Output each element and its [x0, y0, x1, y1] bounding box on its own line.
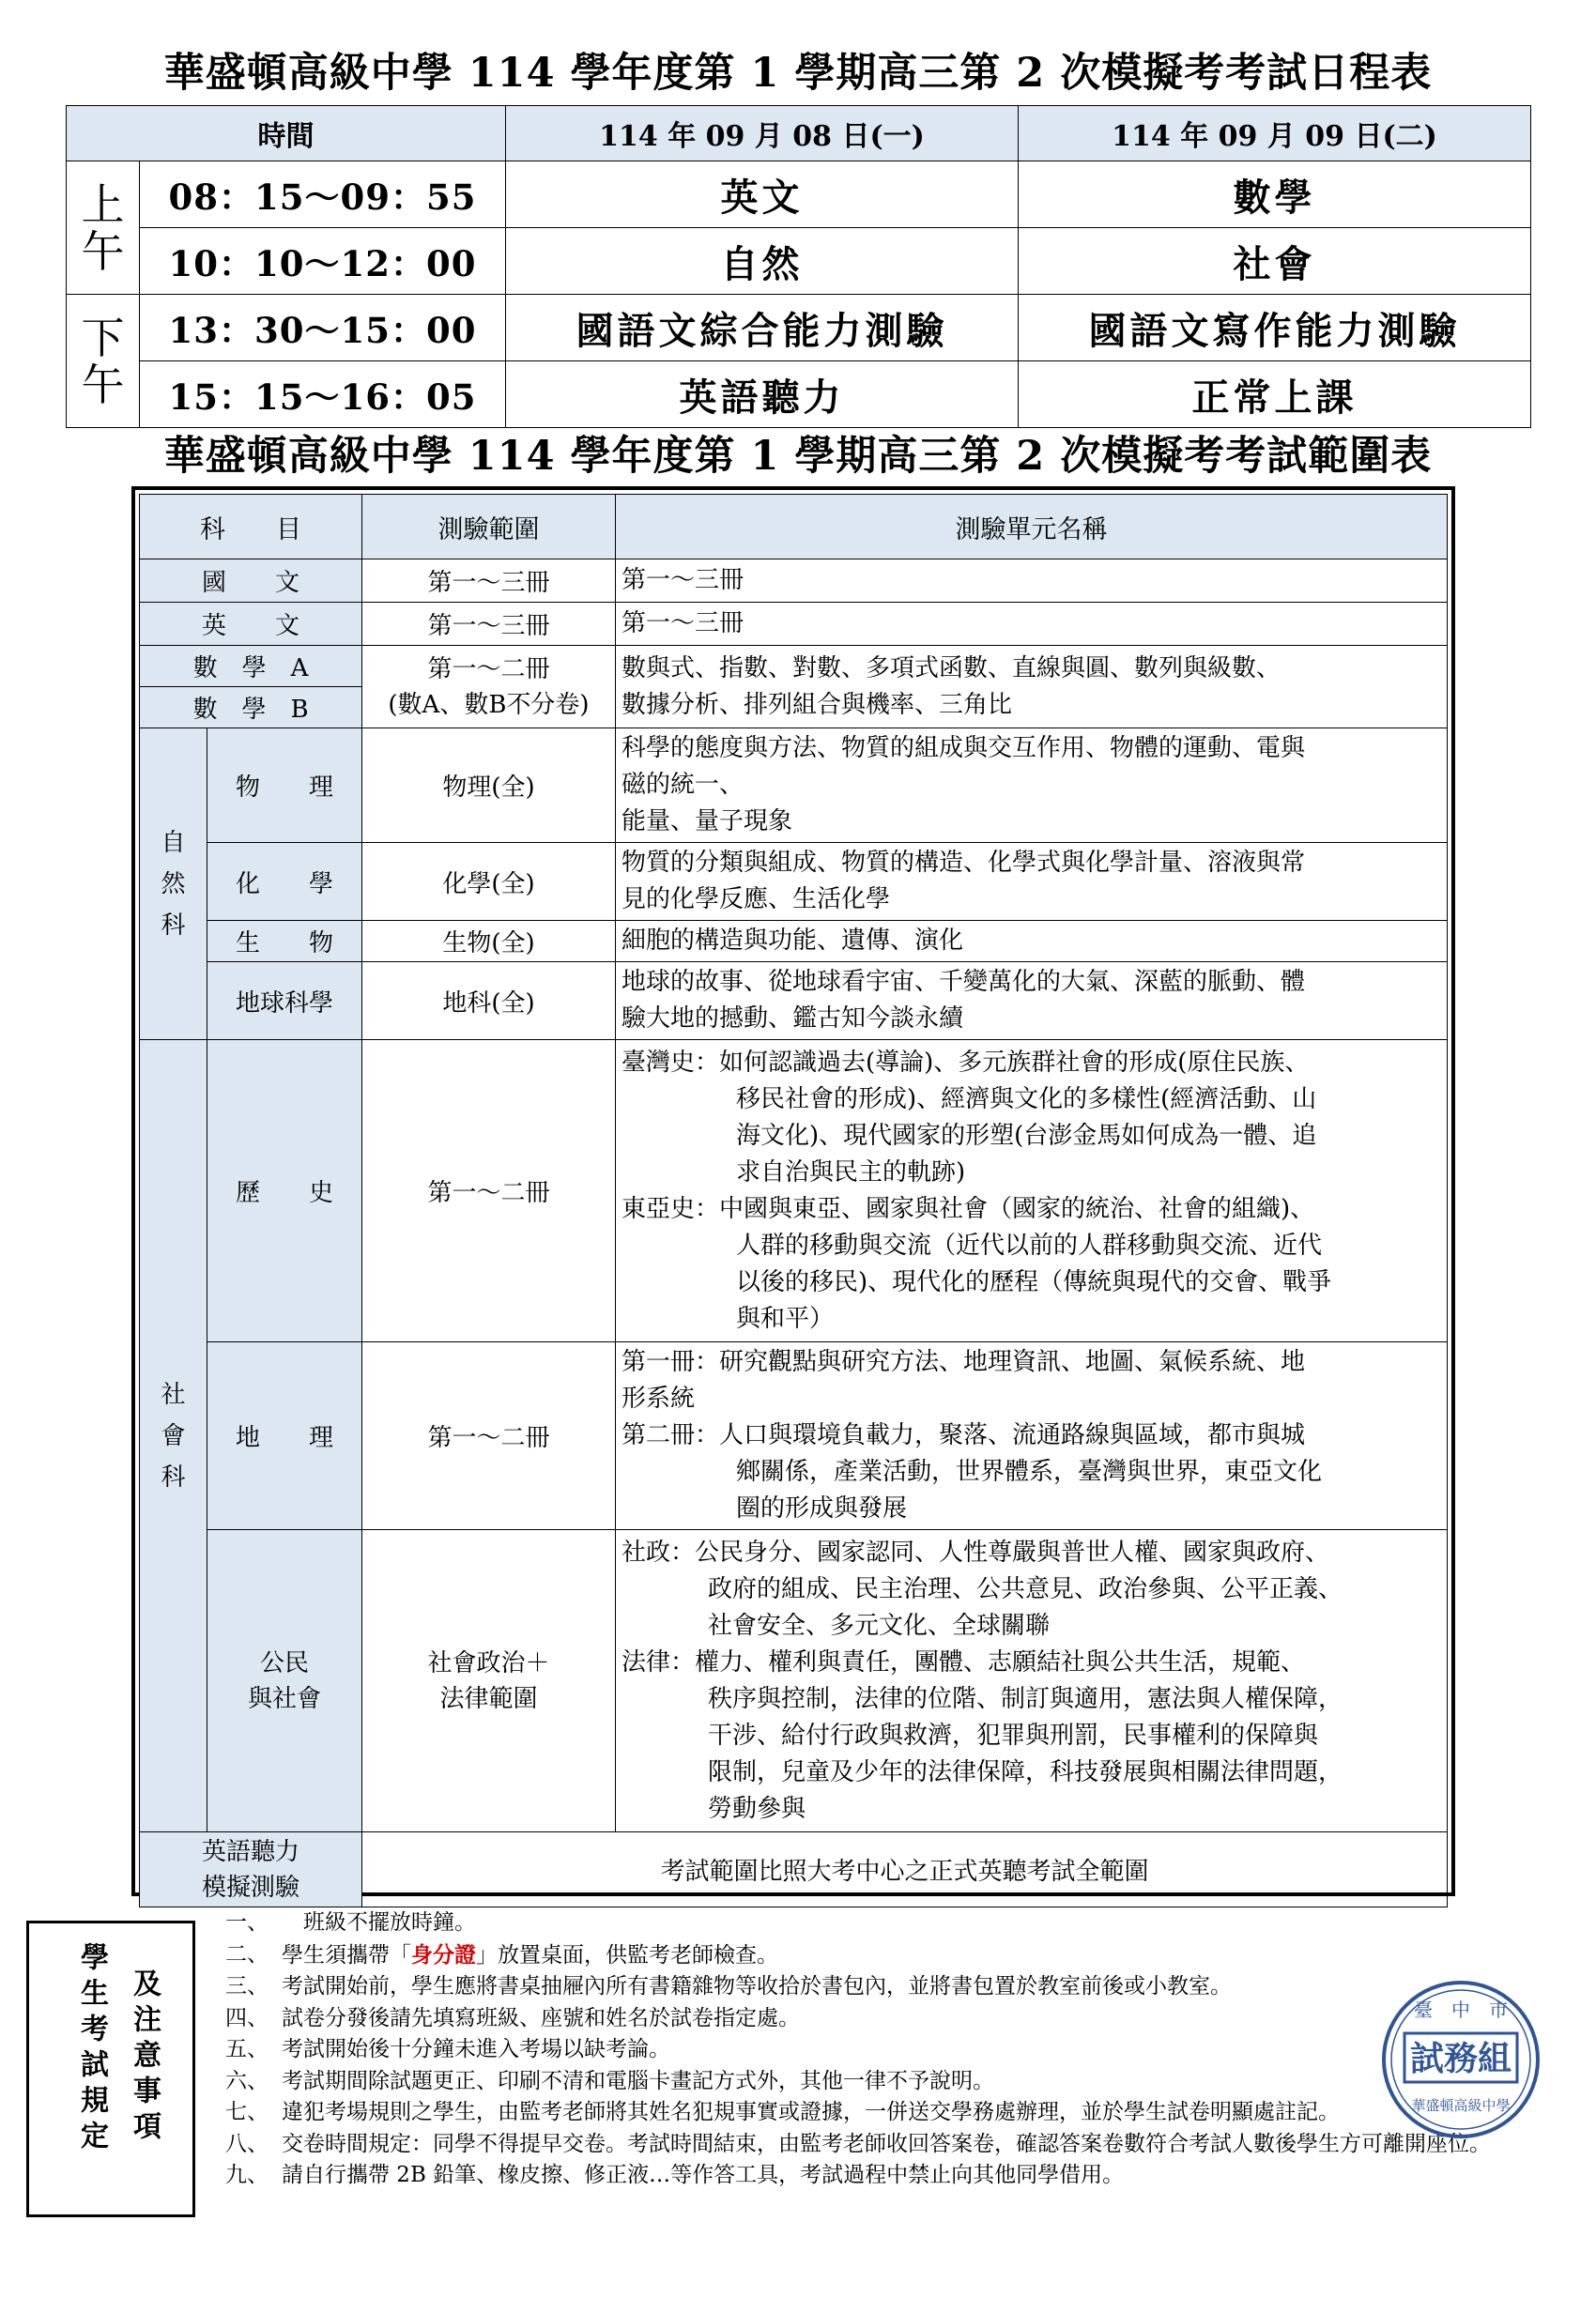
subject-cell: 物 理 — [207, 728, 362, 843]
note-item: 一、 班級不擺放時鐘。 — [225, 1910, 476, 1935]
afternoon-label: 下 午 — [67, 295, 140, 428]
schedule-row — [67, 361, 1531, 428]
units-cell: 數與式、指數、對數、多項式函數、直線與圓、數列與級數、 數據分析、排列組合與機率、三角比 — [616, 646, 1448, 728]
notes-heading-2: 及注意事項 — [128, 1968, 161, 2147]
note-item: 五、 考試開始後十分鐘未進入考場以缺考論。 — [225, 2037, 670, 2061]
stamp-top-text: 臺 中 市 — [1414, 1999, 1508, 2021]
subject-cell: 地 理 — [207, 1342, 362, 1530]
day1-subject: 自然 — [506, 228, 1019, 295]
subject-cell: 數 學 A — [140, 646, 362, 687]
time-slot: 10：10～12：00 — [140, 228, 506, 295]
scope-row-civics — [140, 1530, 1448, 1832]
subject-cell: 歷 史 — [207, 1040, 362, 1342]
range-cell: 第一～二冊 (數A、數B不分卷) — [362, 646, 616, 728]
exam-scope-table — [139, 494, 1448, 1907]
units-cell: 臺灣史：如何認識過去(導論)、多元族群社會的形成(原住民族、 移民社會的形成)、經濟與文化的多樣性(經濟活動、山 海文化)、現代國家的形塑(台澎金馬如何成為一體、追 求自治與民主的軌跡) 東亞史：中國與東亞、國家與社會（國家的統治、社會的組織)、 人群的移動與交流（近代以前的人群移動與交流、近代 以後的移民)、現代化的歷程（傳統與現代的交會、戰爭 與和平） — [616, 1040, 1448, 1342]
units-cell: 地球的故事、從地球看宇宙、千變萬化的大氣、深藍的脈動、體 驗大地的撼動、鑑古知今談永續 — [616, 962, 1448, 1040]
range-cell: 第一～三冊 — [362, 603, 616, 646]
day2-header: 114 年 09 月 09 日(二) — [1019, 106, 1531, 161]
time-slot: 08：15～09：55 — [140, 161, 506, 228]
subject-cell: 國 文 — [140, 559, 362, 603]
range-cell: 生物(全) — [362, 921, 616, 962]
subject-cell: 生 物 — [207, 921, 362, 962]
notes-heading-1: 學生考試規定 — [75, 1942, 108, 2156]
range-cell: 第一～三冊 — [362, 559, 616, 603]
scope-row-earth-science — [140, 962, 1448, 1040]
range-cell: 地科(全) — [362, 962, 616, 1040]
day1-subject: 英語聽力 — [506, 361, 1019, 428]
scope-row-physics — [140, 728, 1448, 843]
units-cell: 社政：公民身分、國家認同、人性尊嚴與普世人權、國家與政府、 政府的組成、民主治理、公共意見、政治參與、公平正義、 社會安全、多元文化、全球關聯 法律：權力、權利與責任，團體、志願結社與公共生活，規範、 秩序與控制，法律的位階、制訂與適用，憲法與人權保障， 干涉、給付行政與救濟，犯罪與刑罰，民事權利的保障與 限制，兒童及少年的法律保障，科技發展與相關法律問題， 勞動參與 — [616, 1530, 1448, 1832]
scope-row-biology — [140, 921, 1448, 962]
day2-subject: 正常上課 — [1019, 361, 1531, 428]
scope-row-english — [140, 603, 1448, 646]
range-cell: 第一～二冊 — [362, 1040, 616, 1342]
stamp-center-text: 試務組 — [1409, 2039, 1512, 2078]
schedule-header-row — [67, 106, 1531, 161]
note-item: 八、 交卷時間規定：同學不得提早交卷。考試時間結束，由監考老師收回答案卷，確認答案卷數符合考試人數後學生方可離開座位。 — [225, 2131, 1491, 2156]
scope-row-geography — [140, 1342, 1448, 1530]
range-header: 測驗範圍 — [362, 495, 616, 559]
scope-title: 華盛頓高級中學 114 學年度第 1 學期高三第 2 次模擬考考試範圍表 — [163, 433, 1433, 480]
units-cell: 物質的分類與組成、物質的構造、化學式與化學計量、溶液與常 見的化學反應、生活化學 — [616, 843, 1448, 921]
day2-subject: 社會 — [1019, 228, 1531, 295]
scope-row-math-a — [140, 646, 1448, 687]
note-item: 三、 考試開始前，學生應將書桌抽屜內所有書籍雜物等收拾於書包內，並將書包置於教室前後或小教室。 — [225, 1974, 1232, 1999]
schedule-row — [67, 228, 1531, 295]
day2-subject: 國語文寫作能力測驗 — [1019, 295, 1531, 361]
scope-row-chinese — [140, 559, 1448, 603]
note-item: 二、 學生須攜帶「身分證」放置桌面，供監考老師檢查。 — [225, 1941, 778, 1968]
time-slot: 13：30～15：00 — [140, 295, 506, 361]
notes-list — [225, 1907, 1577, 2192]
scope-header-row — [140, 495, 1448, 559]
day1-subject: 英文 — [506, 161, 1019, 228]
morning-label: 上 午 — [67, 161, 140, 295]
subject-cell: 化 學 — [207, 843, 362, 921]
time-slot: 15：15～16：05 — [140, 361, 506, 428]
range-cell: 社會政治＋ 法律範圍 — [362, 1530, 616, 1832]
units-cell: 第一～三冊 — [616, 559, 1448, 603]
day1-header: 114 年 09 月 08 日(一) — [506, 106, 1019, 161]
time-header: 時間 — [67, 106, 506, 161]
note-item: 四、 試卷分發後請先填寫班級、座號和姓名於試卷指定處。 — [225, 2005, 800, 2030]
units-cell: 科學的態度與方法、物質的組成與交互作用、物體的運動、電與 磁的統一、 能量、量子現象 — [616, 728, 1448, 843]
range-cell: 第一～二冊 — [362, 1342, 616, 1530]
subject-cell: 英語聽力 模擬測驗 — [140, 1832, 362, 1907]
day2-subject: 數學 — [1019, 161, 1531, 228]
note-item: 七、 違犯考場規則之學生，由監考老師將其姓名犯規事實或證據，一併送交學務處辦理，並於學生試卷明顯處註記。 — [225, 2100, 1340, 2124]
units-cell: 第一～三冊 — [616, 603, 1448, 646]
units-cell: 細胞的構造與功能、遺傳、演化 — [616, 921, 1448, 962]
range-cell: 物理(全) — [362, 728, 616, 843]
subject-cell: 地球科學 — [207, 962, 362, 1040]
scope-row-listening — [140, 1832, 1448, 1907]
subject-cell: 英 文 — [140, 603, 362, 646]
scope-table-frame — [131, 486, 1455, 1902]
subject-header: 科 目 — [140, 495, 362, 559]
office-seal-stamp — [1380, 1979, 1542, 2140]
units-cell: 第一冊：研究觀點與研究方法、地理資訊、地圖、氣候系統、地 形系統 第二冊：人口與環境負載力，聚落、流通路線與區域，都市與城 鄉關係，產業活動，世界體系，臺灣與世界，東亞文化 圈的形成與發展 — [616, 1342, 1448, 1530]
notes-heading-box — [26, 1921, 195, 2217]
schedule-title: 華盛頓高級中學 114 學年度第 1 學期高三第 2 次模擬考考試日程表 — [163, 50, 1433, 97]
schedule-row — [67, 161, 1531, 228]
social-group-label: 社 會 科 — [140, 1040, 207, 1832]
id-card-highlight: 身分證 — [411, 1941, 476, 1968]
scope-row-chemistry — [140, 843, 1448, 921]
day1-subject: 國語文綜合能力測驗 — [506, 295, 1019, 361]
note-item: 九、 請自行攜帶 2B 鉛筆、橡皮擦、修正液…等作答工具，考試過程中禁止向其他同學借用。 — [225, 2163, 1125, 2187]
subject-cell: 數 學 B — [140, 687, 362, 728]
units-header: 測驗單元名稱 — [616, 495, 1448, 559]
science-group-label: 自 然 科 — [140, 728, 207, 1040]
scope-row-history — [140, 1040, 1448, 1342]
subject-cell: 公民 與社會 — [207, 1530, 362, 1832]
exam-schedule-table — [66, 105, 1531, 428]
schedule-row — [67, 295, 1531, 361]
note-item: 六、 考試期間除試題更正、印刷不清和電腦卡畫記方式外，其他一律不予說明。 — [225, 2068, 994, 2093]
stamp-bottom-text: 華盛頓高級中學 — [1411, 2097, 1511, 2114]
range-cell: 化學(全) — [362, 843, 616, 921]
units-cell: 考試範圍比照大考中心之正式英聽考試全範圍 — [362, 1832, 1448, 1907]
